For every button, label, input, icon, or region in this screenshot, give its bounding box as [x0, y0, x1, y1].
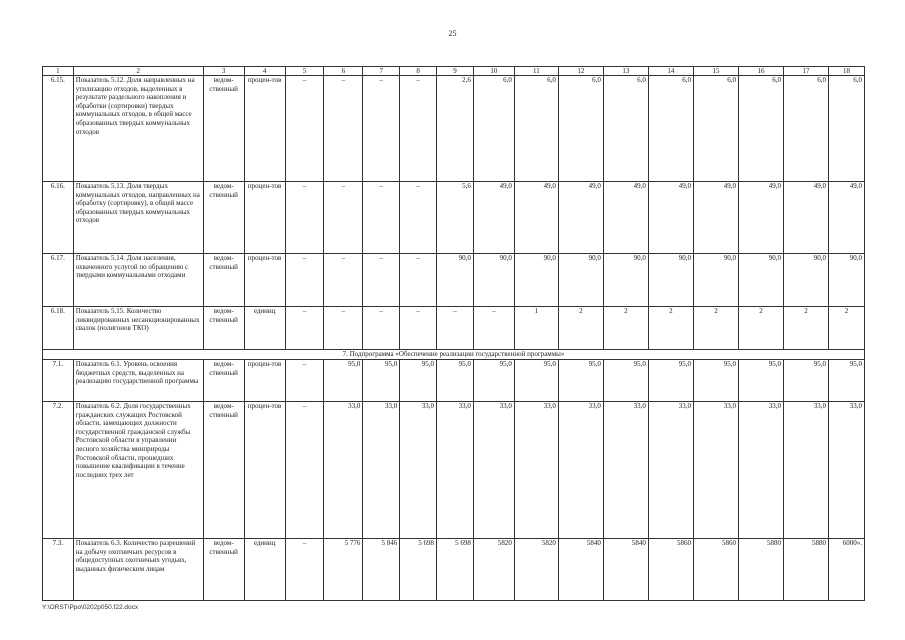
indicator-value: 49,0 — [558, 182, 603, 254]
indicator-value: 90,0 — [738, 254, 783, 307]
indicator-value: 95,0 — [558, 360, 603, 402]
indicator-name: Показатель 6.1. Уровень освоения бюджетных средств, выделенных на реализацию государственной программы — [73, 360, 203, 402]
indicator-value: 49,0 — [829, 182, 865, 254]
indicator-value: 2,6 — [437, 76, 474, 182]
indicator-value: – — [363, 254, 400, 307]
indicator-value: 6,0 — [648, 76, 693, 182]
row-number: 6.15. — [43, 76, 74, 182]
indicator-value: – — [400, 182, 437, 254]
column-number-14: 14 — [648, 67, 693, 76]
row-number: 7.2. — [43, 402, 74, 539]
indicator-row — [43, 539, 865, 601]
indicator-value: 2 — [784, 307, 829, 350]
indicator-row — [43, 254, 865, 307]
indicator-value: 2 — [603, 307, 648, 350]
unit-of-measure: единиц — [244, 539, 285, 601]
column-number-13: 13 — [603, 67, 648, 76]
column-number-17: 17 — [784, 67, 829, 76]
indicator-value: 90,0 — [603, 254, 648, 307]
indicator-value: 5 698 — [400, 539, 437, 601]
indicator-value: 33,0 — [784, 402, 829, 539]
indicator-value: 33,0 — [558, 402, 603, 539]
indicator-name: Показатель 5.13. Доля твердых коммунальных отходов, направленных на обработку (сортировку), в общей массе образованных твердых коммунальных отходов — [73, 182, 203, 254]
indicator-value: 95,0 — [400, 360, 437, 402]
indicator-value: – — [324, 307, 363, 350]
indicator-value: 6,0 — [829, 76, 865, 182]
column-number-11: 11 — [514, 67, 558, 76]
column-number-18: 18 — [829, 67, 865, 76]
indicator-value: 2 — [829, 307, 865, 350]
unit-of-measure: процен-тов — [244, 360, 285, 402]
unit-of-measure: процен-тов — [244, 402, 285, 539]
indicator-value: – — [400, 254, 437, 307]
page-number: 25 — [448, 29, 457, 38]
indicator-value: – — [285, 539, 324, 601]
indicator-row — [43, 402, 865, 539]
indicator-name: Показатель 5.14. Доля населения, охваченного услугой по обращению с твердыми коммунальными отходами — [73, 254, 203, 307]
indicator-value: 5 776 — [324, 539, 363, 601]
indicator-value: 5880 — [784, 539, 829, 601]
indicator-value: 33,0 — [514, 402, 558, 539]
indicator-value: 90,0 — [437, 254, 474, 307]
indicator-value: – — [285, 254, 324, 307]
row-number: 7.1. — [43, 360, 74, 402]
indicator-value: 5840 — [558, 539, 603, 601]
indicator-value: 33,0 — [829, 402, 865, 539]
indicator-value: – — [324, 182, 363, 254]
indicator-value: 6,0 — [693, 76, 738, 182]
row-number: 6.17. — [43, 254, 74, 307]
indicator-row — [43, 182, 865, 254]
indicator-value: – — [285, 307, 324, 350]
indicator-value: 2 — [738, 307, 783, 350]
indicator-value: 5,6 — [437, 182, 474, 254]
indicator-value: 5860 — [693, 539, 738, 601]
indicator-value: 95,0 — [324, 360, 363, 402]
indicator-value: 33,0 — [363, 402, 400, 539]
indicator-value: 33,0 — [400, 402, 437, 539]
indicator-value: – — [324, 76, 363, 182]
footer-file-path: Y:\ORST\Ppo\0202p050.f22.docx — [42, 604, 139, 611]
indicator-value: 49,0 — [603, 182, 648, 254]
indicator-value: – — [363, 307, 400, 350]
unit-of-measure: единиц — [244, 307, 285, 350]
indicator-row — [43, 76, 865, 182]
indicator-name: Показатель 5.12. Доля направленных на утилизацию отходов, выделенных в результате раздельного накопления и обработки (сортировки) твердых коммунальных отходов, в общей массе образованных твердых коммунальных отходов — [73, 76, 203, 182]
column-number-2: 2 — [73, 67, 203, 76]
indicator-value: 49,0 — [514, 182, 558, 254]
indicator-value: 33,0 — [473, 402, 514, 539]
indicator-value: – — [400, 307, 437, 350]
indicator-value: 6,0 — [738, 76, 783, 182]
indicator-value: 33,0 — [437, 402, 474, 539]
indicator-value: 95,0 — [648, 360, 693, 402]
indicator-value: 2 — [693, 307, 738, 350]
column-number-1: 1 — [43, 67, 74, 76]
indicator-value: 33,0 — [324, 402, 363, 539]
indicator-type: ведом-ственный — [203, 360, 244, 402]
indicator-value: 95,0 — [514, 360, 558, 402]
indicator-value: 5840 — [603, 539, 648, 601]
indicator-value: 90,0 — [514, 254, 558, 307]
indicator-row — [43, 360, 865, 402]
indicator-value: 95,0 — [693, 360, 738, 402]
indicator-value: 90,0 — [648, 254, 693, 307]
indicator-value: 33,0 — [738, 402, 783, 539]
table-body — [43, 67, 865, 601]
column-number-10: 10 — [473, 67, 514, 76]
column-number-6: 6 — [324, 67, 363, 76]
indicator-value: – — [285, 76, 324, 182]
indicator-value: 95,0 — [738, 360, 783, 402]
subprogram-section-row — [43, 350, 865, 360]
unit-of-measure: процен-тов — [244, 182, 285, 254]
column-number-5: 5 — [285, 67, 324, 76]
indicator-value: 6000». — [829, 539, 865, 601]
column-number-7: 7 — [363, 67, 400, 76]
indicator-value: 90,0 — [558, 254, 603, 307]
column-number-3: 3 — [203, 67, 244, 76]
indicator-value: 2 — [648, 307, 693, 350]
indicator-value: 5880 — [738, 539, 783, 601]
indicator-value: – — [285, 360, 324, 402]
indicator-type: ведом-ственный — [203, 76, 244, 182]
column-number-15: 15 — [693, 67, 738, 76]
indicator-type: ведом-ственный — [203, 402, 244, 539]
indicator-type: ведом-ственный — [203, 539, 244, 601]
column-number-12: 12 — [558, 67, 603, 76]
indicator-value: 2 — [558, 307, 603, 350]
column-number-4: 4 — [244, 67, 285, 76]
column-number-8: 8 — [400, 67, 437, 76]
indicator-value: 90,0 — [784, 254, 829, 307]
indicator-value: 49,0 — [473, 182, 514, 254]
indicator-value: 90,0 — [473, 254, 514, 307]
row-number: 6.16. — [43, 182, 74, 254]
indicator-value: – — [285, 402, 324, 539]
indicator-value: 49,0 — [648, 182, 693, 254]
indicator-type: ведом-ственный — [203, 182, 244, 254]
column-numbers-row — [43, 67, 865, 76]
indicator-value: 95,0 — [363, 360, 400, 402]
indicator-value: – — [324, 254, 363, 307]
indicator-value: 49,0 — [784, 182, 829, 254]
unit-of-measure: процен-тов — [244, 254, 285, 307]
indicator-value: 1 — [514, 307, 558, 350]
indicator-value: 5820 — [514, 539, 558, 601]
indicator-value: 6,0 — [514, 76, 558, 182]
indicator-value: 33,0 — [648, 402, 693, 539]
indicator-name: Показатель 6.3. Количество разрешений на добычу охотничьих ресурсов в общедоступных охотничьих угодьях, выданных физическим лицам — [73, 539, 203, 601]
indicator-type: ведом-ственный — [203, 254, 244, 307]
indicator-value: 49,0 — [738, 182, 783, 254]
indicator-name: Показатель 5.15. Количество ликвидированных несанкционированных свалок (полигонов ТКО) — [73, 307, 203, 350]
subprogram-title: 7. Подпрограмма «Обеспечение реализации государственной программы» — [43, 350, 865, 360]
indicator-value: 5 846 — [363, 539, 400, 601]
indicator-value: – — [437, 307, 474, 350]
indicator-value: 95,0 — [437, 360, 474, 402]
indicator-value: 5820 — [473, 539, 514, 601]
indicator-value: – — [285, 182, 324, 254]
indicator-value: – — [473, 307, 514, 350]
indicator-value: 6,0 — [558, 76, 603, 182]
indicator-value: 6,0 — [473, 76, 514, 182]
indicator-value: 33,0 — [693, 402, 738, 539]
column-number-16: 16 — [738, 67, 783, 76]
indicator-name: Показатель 6.2. Доля государственных гражданских служащих Ростовской области, замещающих должности государственной гражданской службы Ростовской области в управлении лесного хозяйства минприроды Ростовской области, прошедших повышение квалификации в течение последних трех лет — [73, 402, 203, 539]
indicator-value: – — [400, 76, 437, 182]
indicator-value: – — [363, 182, 400, 254]
row-number: 7.3. — [43, 539, 74, 601]
unit-of-measure: процен-тов — [244, 76, 285, 182]
indicator-value: 5860 — [648, 539, 693, 601]
indicators-table — [42, 66, 865, 601]
column-number-9: 9 — [437, 67, 474, 76]
row-number: 6.18. — [43, 307, 74, 350]
indicator-value: 6,0 — [603, 76, 648, 182]
indicator-value: 95,0 — [784, 360, 829, 402]
indicator-value: 90,0 — [693, 254, 738, 307]
indicator-type: ведом-ственный — [203, 307, 244, 350]
indicator-value: 49,0 — [693, 182, 738, 254]
indicator-value: 95,0 — [603, 360, 648, 402]
indicator-value: 95,0 — [473, 360, 514, 402]
indicator-value: 33,0 — [603, 402, 648, 539]
indicator-value: 5 698 — [437, 539, 474, 601]
indicator-value: 90,0 — [829, 254, 865, 307]
indicator-row — [43, 307, 865, 350]
indicator-value: 6,0 — [784, 76, 829, 182]
indicator-value: – — [363, 76, 400, 182]
indicator-value: 95,0 — [829, 360, 865, 402]
